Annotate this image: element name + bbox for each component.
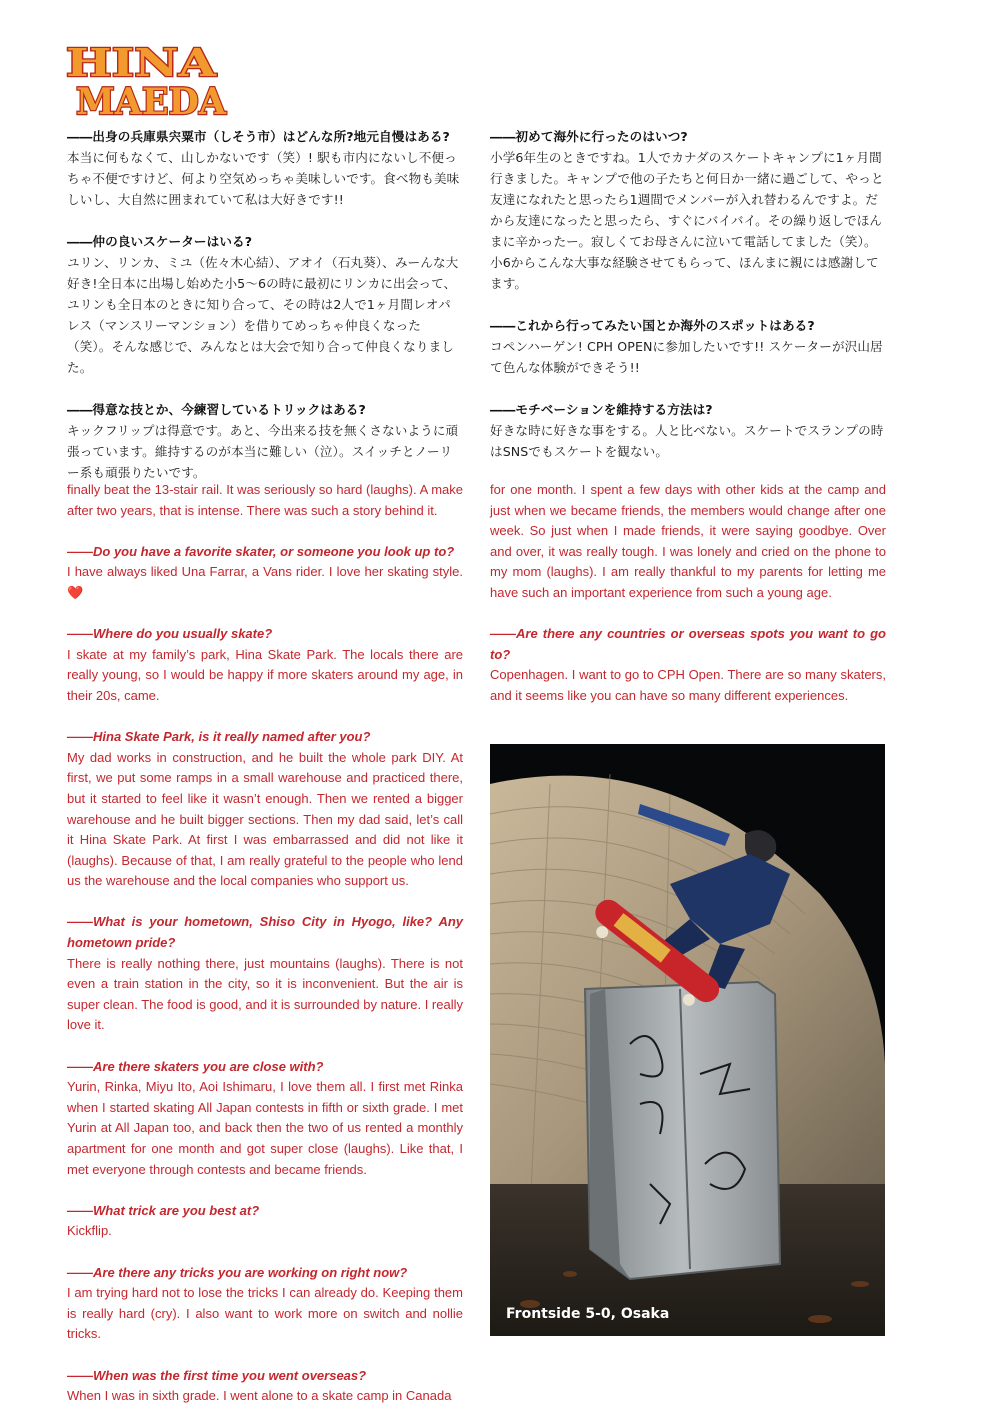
question: ――Are there any countries or overseas spots you want to go to?: [490, 626, 886, 662]
qa-block: [490, 624, 886, 706]
qa-block: [67, 727, 463, 892]
answer: finally beat the 13-stair rail. It was seriously so hard (laughs). A make after two years, that is intense. There was such a story behind it.: [67, 482, 463, 518]
english-right-column: [490, 480, 886, 727]
question: ――仲の良いスケーターはいる?: [67, 234, 253, 249]
qa-block: [67, 1263, 463, 1345]
question: ――出身の兵庫県宍粟市（しそう市）はどんな所?地元自慢はある?: [67, 129, 450, 144]
answer: コペンハーゲン! CPH OPENに参加したいです!! スケーターが沢山居て色んな体験ができそう!!: [490, 339, 883, 375]
qa-block: [490, 480, 886, 604]
qa-block: [67, 542, 463, 604]
answer: When I was in sixth grade. I went alone to a skate camp in Canada: [67, 1388, 452, 1404]
qa-block: [67, 1201, 463, 1242]
answer: There is really nothing there, just mountains (laughs). There is not even a train station in the city, so it is inconvenient. But the air is super clean. The food is good, and it is surrounded by nature. I really love it.: [67, 955, 463, 1033]
hina-maeda-logo: [62, 40, 232, 118]
question: ――Are there skaters you are close with?: [67, 1058, 324, 1074]
qa-block: [67, 624, 463, 706]
qa-block: [67, 126, 463, 210]
question: ――Are there any tricks you are working on right now?: [67, 1264, 408, 1280]
qa-block: [67, 480, 463, 521]
qa-block: [490, 315, 886, 378]
answer: Kickflip.: [67, 1223, 112, 1239]
question: ――モチベーションを維持する方法は?: [490, 402, 713, 417]
qa-block: [490, 399, 886, 462]
question: ――When was the first time you went overseas?: [67, 1367, 367, 1383]
answer: ユリン、リンカ、ミユ（佐々木心結）、アオイ（石丸葵）、みーんな大好き!全日本に出場し始めた小5〜6の時に最初にリンカに出会って、ユリンも全日本のときに知り合って、その時は2人で1ヶ月間レオパレス（マンスリーマンション）を借りてめっちゃ仲良くなった（笑）。そんな感じで、みんなとは大会で知り合って仲良くなりました。: [67, 255, 459, 375]
qa-block: [67, 1057, 463, 1181]
qa-block: [67, 1366, 463, 1407]
answer: 本当に何もなくて、山しかないです（笑）! 駅も市内にないし不便っちゃ不便ですけど、何より空気めっちゃ美味しいです。食べ物も美味しいし、大自然に囲まれていて私は大好きです!!: [67, 150, 460, 207]
question: ――得意な技とか、今練習しているトリックはある?: [67, 402, 366, 417]
english-left-column: [67, 480, 463, 1427]
qa-block: [67, 231, 463, 378]
qa-block: [490, 126, 886, 294]
skate-photo: [490, 744, 885, 1336]
question: ――Where do you usually skate?: [67, 626, 273, 642]
answer: I skate at my family’s park, Hina Skate Park. The locals there are really young, so I would be happy if more skaters around my age, in their 20s, came.: [67, 646, 463, 703]
answer: キックフリップは得意です。あと、今出来る技を無くさないように頑張っています。維持するのが本当に難しい（泣）。スイッチとノーリー系も頑張りたいです。: [67, 423, 459, 480]
answer: for one month. I spent a few days with other kids at the camp and just when we became friends, the members would change after one week. So just when I made friends, it were saying goodbye. Over and over, it was really tough. I was lonely and cried on the phone to my mom (laughs). I am really thankful to my parents for letting me have such an important experience from such a young age.: [490, 482, 886, 600]
skate-photo-illustration: [490, 744, 885, 1336]
japanese-left-column: [67, 126, 463, 504]
qa-block: [67, 399, 463, 483]
logo-line2: MAEDA: [76, 81, 228, 118]
question: ――Hina Skate Park, is it really named after you?: [67, 729, 371, 745]
answer: Yurin, Rinka, Miyu Ito, Aoi Ishimaru, I love them all. I first met Rinka when I started skating All Japan contests in fifth or sixth grade. I met Yurin at All Japan too, and back then the two of us rented a monthly apartment for one month and got super close (laughs). Like that, I met everyone through contests and became friends.: [67, 1079, 463, 1177]
answer: I am trying hard not to lose the tricks I can already do. Keeping them is really hard (cry). I also want to work more on switch and nollie tricks.: [67, 1285, 463, 1342]
question: ――What trick are you best at?: [67, 1202, 260, 1218]
question: ――Do you have a favorite skater, or someone you look up to?: [67, 543, 455, 559]
qa-block: [67, 912, 463, 1036]
photo-caption: Frontside 5-0, Osaka: [506, 1306, 670, 1322]
japanese-right-column: [490, 126, 886, 483]
logo-line1: HINA: [66, 40, 217, 85]
answer: My dad works in construction, and he built the whole park DIY. At first, we put some ramps in a small warehouse and practiced there, but it started to feel like it wasn’t enough. Then we rented a bigger warehouse and he built bigger sections. Then my dad said, let’s call it Hina Skate Park. At first I was embarrassed and did not like it (laughs). Because of that, I am really grateful to the people who lend us the warehouse and the local companies who support us.: [67, 749, 463, 889]
question: ――これから行ってみたい国とか海外のスポットはある?: [490, 318, 815, 333]
question: ――What is your hometown, Shiso City in Hyogo, like? Any hometown pride?: [67, 914, 463, 951]
answer: 小学6年生のときですね。1人でカナダのスケートキャンプに1ヶ月間行きました。キャンプで他の子たちと何日か一緒に過ごして、やっと友達になれたと思ったら1週間でメンバーが入れ替わるんですよ。だから友達になったと思ったら、すぐにバイバイ。その繰り返しでほんまに辛かったー。寂しくてお母さんに泣いて電話してました（笑）。小6からこんな大事な経験させてもらって、ほんまに親には感謝してます。: [490, 150, 884, 291]
answer: Copenhagen. I want to go to CPH Open. There are so many skaters, and it seems like you can have so many different experiences.: [490, 667, 886, 703]
question: ――初めて海外に行ったのはいつ?: [490, 129, 688, 144]
answer: I have always liked Una Farrar, a Vans rider. I love her skating style.❤️: [67, 564, 463, 600]
answer: 好きな時に好きな事をする。人と比べない。スケートでスランプの時はSNSでもスケートを観ない。: [490, 423, 884, 459]
